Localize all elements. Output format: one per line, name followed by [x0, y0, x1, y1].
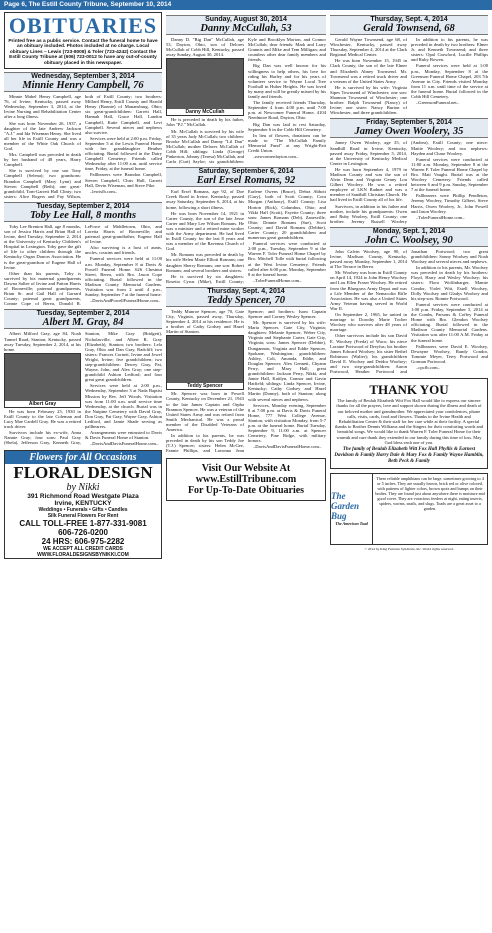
obituary-text — [4, 224, 162, 307]
obituary-paragraph: –TolerFuneralHome.com– — [416, 214, 465, 220]
obituary-paragraph: Jamey Owen Woolery, age 35, of Sandhill Road in Irvine, Kentucky, passed away Friday, September 5, 2014, at the University of Kentucky Medical Center in Lexington. — [330, 140, 407, 166]
obituary-date: Wednesday, September 3, 2014 — [31, 73, 135, 81]
obituary-paragraph: He was born November 14, 1921 in Carter County, the son of the late Jesse Carter and Mary Lee Wilson Romans. He was a minister and a retired mine worker with the Army department. He had lived in Estill County for the last 8 years and was a member of the Ravenna Church of God. — [166, 210, 244, 252]
obituary-date: Monday, Sept. 1, 2014 — [372, 227, 446, 235]
obituary-date: Thursday, Sept. 4, 2014 — [207, 287, 285, 295]
obituary-paragraph: Mr. McCullah is survived by his wife of 35 years Judy McCullah; two children: Brooke McCullah and Danny "Lil Dan" McCullah; mother Delores McCullah of Cobb Hill; siblings: Linda (George) Pinkerton, Johnny (Teresa) McCullah, and Carla (Curt) Saylor; six grandchildren: Kyle and Brooklyn Morton, and Connor McCullah; dear friends: Mark and Larry Grannis and Mike and Tem Milligan; and countless other dear family members and friends. — [166, 37, 326, 165]
obituary-paragraph: Funeral services were held at 1:00 p.m., Monday, September 8 at the Greenson Funeral Home Chapel, 203 7th Avenue in City. Friends visited Monday from 11 a.m. until time of the service at the funeral home. Burial followed in the Cobb Hill Cemetery. — [411, 63, 488, 100]
obituary-paragraph: Mr. Woolsey was born in Estill County on April 14, 1924 to John Henry Woolsey and Lou Ellen Fraser Woolsey. He retired from the Bluegrass Army Depot and was a Life Member of the Nemacolin Rifle Association. He was also a United States Army Veteran having served in World War II. — [330, 270, 407, 311]
obituary-paragraph: He was born February 25, 1930 in Estill County to the late Coleman and Lucy Mae Cardell Gray. He was a retired truck driver. — [4, 408, 81, 430]
obituary-name: Teddy Spencer, 70 — [206, 294, 286, 306]
obituary-paragraph: Pallbearers were Phillip Pendleton, Jeremy Woolery, Timothy Gilbert, Steve Harris, Owen Woolery, Jr., John Powell and Jason Woolery. — [411, 193, 488, 214]
obituary-name: Toby Lee Hall, 8 months — [29, 209, 137, 221]
florist-tagline: Flowers for All Occasions — [5, 451, 161, 464]
obituary-paragraph: Big Dan was well known for his willingness to help others, his love for riding his Harley and for his years of volunteer service to Wayne Local Tree Football in Huber Heights. He was loved by many and will be greatly missed by his family and friends. — [248, 63, 326, 100]
obituary-paragraph: In addition to his parents, he was preceded in death by his son Teddy Joe (T.J.) Spencer; sisters: Helen McGee, Fannie Phillips, and Lavonna Jean Spencer; and brothers: Isom Captain Spencer and Corney Wesley Spencer. — [166, 308, 326, 454]
obituary-date: Sunday, August 30, 2014 — [205, 16, 287, 23]
page-header: Page 6, The Estill County Tribune, September 10, 2014 — [0, 0, 492, 10]
obituary-header — [330, 15, 488, 35]
obituary-date: Saturday, September 6, 2014 — [198, 168, 294, 176]
florist-cards: WE ACCEPT ALL CREDIT CARDS — [43, 546, 123, 553]
visit-line-3: For Up-To-Date Obituaries — [187, 484, 305, 496]
obituary-entry — [4, 202, 162, 307]
obituary-paragraph: Big Dan was laid to rest Saturday, September 6 in the Cobb Hill Cemetery. — [248, 121, 326, 132]
obituary-entry — [166, 167, 326, 284]
obituary-text — [4, 94, 162, 199]
obituary-paragraph: Funeral services were conducted at 1:00 p.m. Friday, September 5, 2014 at the Combs, Parsons & Coffey Funeral Home with Bro. Glendon Woolsey officiating. Burial followed in the Madison County Memorial Gardens. Visitation was after 11:00 A.M. Friday at the funeral home. — [411, 301, 488, 343]
florist-website[interactable]: WWW.FLORALDESIGNSBYNIKKI.COM — [37, 552, 129, 559]
obituary-text — [330, 37, 488, 115]
florist-phone: 606-726-0200 — [58, 528, 108, 538]
obituary-paragraph: He was born September 4, 1979 in Madison County and was the son of Alvin Dean and Virginia Genny Lou Gilbert Woolery. He was a retired employee of LKN Radnet and was a member of Sandhill Christian Church. He had lived in Estill County all of his life. — [330, 166, 407, 203]
obituary-header — [4, 72, 162, 92]
florist-tollfree: CALL TOLL-FREE 1-877-331-9081 — [19, 519, 147, 529]
photo-caption: Danny McCullah — [167, 109, 243, 115]
obituary-paragraph: Albert Milford Gray, age 84, Noah Tunnel Road, Stanton, Kentucky, passed away Tuesday, September 2, 2014, at his home. — [4, 331, 81, 352]
thank-you-signature: The family of Beulah Elizabeth Witt Fox Hall Phyllis & Earnest Davidson & Family Harry Dale & Mary Fox & Family Wayne Hamblin, Beth Peck & Family — [334, 446, 484, 464]
obituary-paragraph: Services, Monday evening, September 8 at 7:00 p.m. at Davis & Davis Funeral Home, 777 West College Avenue, Stanton, with visitation Monday, from 5-7 p.m. at the funeral home. Burial Tuesday, September 9, 11:00 a.m. at Spencer Cemetery, Pine Ridge, with military honors. — [248, 402, 326, 444]
obituary-name: Albert M. Gray, 84 — [42, 317, 124, 329]
obituary-text — [330, 140, 488, 224]
obituary-paragraph: In lieu of flowers, donations can be made to: "The McCullah Family Memorial Fund" at any Wright-Patt Credit Union. — [248, 132, 326, 153]
obituary-date: Thursday, Sept. 4, 2014 — [370, 16, 448, 23]
obituary-paragraph: Other survivors include his son David E. Woolsey (Freda) of Waco; his niece Loraine Portwood of Dreyfus; his brother James Edward Woolsey; his sister Bethel Robinson (Walter); his grandchildren David E. Woolsey and Deidra Woolsey; and two step-grandchildren: Aaron Portwood, Heather Portwood and Jonathan Portwood; two great grandchildren: Sonny Woolsey and Noah Woolsey and several nieces and nephews. — [330, 248, 488, 375]
obituary-paragraph: Other than his parents, Toby is survived by his maternal grandparents Dawna Sallee of Irvine and Patton Harris of Booneville; paternal grandparents, Brian Sr. and Gail Hall of Garrard County; paternal great grandparents, Connie Cope of Berea, Donald R. LeForce of Middletown, Ohio, and Loretta Harris of Booneville; and paternal great-grandfather, Eugene Hall of Irvine. — [4, 223, 162, 307]
thank-you-notice — [330, 378, 488, 469]
obituary-name: Jamey Owen Woolery, 35 — [354, 126, 464, 138]
garden-bug-subject: The American Toad — [335, 521, 368, 527]
florist-name: FLORAL DESIGN — [13, 463, 153, 483]
obituary-entry — [330, 118, 488, 224]
obituary-header — [166, 287, 326, 307]
obituary-paragraph: –newcomerdayton.com– — [253, 154, 299, 160]
obituary-paragraph: She was born November 26, 1937, a daughter of the late Andrew Jackson "A.J." and Ida Wiseman Henry. She lived all her life in Estill County and was a member of the White Oak Church of God. — [4, 120, 81, 151]
obituary-paragraph: –TolerFuneralHome.com– — [253, 277, 302, 283]
obituary-text — [166, 309, 326, 454]
obituary-entry — [330, 227, 488, 374]
website-promo[interactable] — [166, 458, 326, 501]
obituary-entry — [4, 309, 162, 446]
obituary-paragraph: John Calvin Woolsey, age 90, of Irvine, Madison County, Kentucky, passed away Monday, September 1, 2014 at The Terrace in Berea. — [330, 248, 407, 270]
obituary-paragraph: Mr. Spencer is survived by his wife: Maria Spencer, Gate City, Virginia; daughters: Melanie Spencer, Weber City, Virginia and Stephanie Carter, Gate City, Virginia; sons: James Spencer (Debbie), Dungannon, Virginia and Eddie Spencer, Spokane, Washington; grandchildren: Ashley, Colt, Amanda, Eddie, and Douglas Spencer; Alex Gennett, Chyann Perry, and Mary Hall; great grandchildren: Jackson Perry, Nikki, and Jamie Hall, Kaitlyn, Connor and Gavin Hatfield; siblings: Linda Spencer, Irvine, Kentucky; Cathy Godsey and Hazel Martin (Donny), both of Stanton; along with several nieces and nephews. — [248, 320, 326, 402]
visit-line-1: Visit Our Website At — [201, 462, 291, 474]
obituary-date: Friday, September 5, 2014 — [366, 119, 452, 127]
obituary-paragraph: Minnie Mabel Henry Campbell, age 76, of Irvine, Kentucky, passed away Wednesday, September 3, 2014, at the Irvine Nursing and Rehabilitation Center after a long illness. — [4, 94, 81, 120]
obituary-paragraph: In addition to his parents, he was preceded in death by two brothers: Elmer Jr. and Kenneth Townsend; and three sisters: Opal Crawford, Lucille Phillips and Ruby Bowen. — [411, 37, 488, 63]
obituary-name: Earl Ersel Romans, 92 — [196, 175, 296, 187]
florist-rent: Silk Funeral Flowers For Rent — [47, 513, 119, 520]
obituary-text — [166, 189, 326, 284]
obituary-paragraph: Toby Lee Brenton Hall, age 8 months, son of Jessica Harris and Brian Hall of Irvine, died Tuesday, September 2, 2014 at the University of Kentucky Children's Hospital in Lexington. Toby gave the gift of life to other children through the Kentucky Organ Donors Association. He is the great-grandson of Eugene Hall of Irvine. — [4, 223, 81, 270]
obituary-text — [166, 37, 326, 164]
obituary-text — [4, 331, 162, 446]
obituary-text — [330, 249, 488, 374]
thank-you-title: THANK YOU — [369, 382, 449, 398]
obituary-paragraph: Arrangements were entrusted to Davis & Davis Funeral Home of Stanton. — [85, 430, 162, 441]
obituary-paragraph: Danny D. "Big Dan" McCullah, age 53, Dayton, Ohio, son of Delores McCullah of Cobb Hill, Kentucky, passed away Sunday, August 30, 2014. — [166, 37, 244, 58]
obituary-entry — [4, 72, 162, 199]
column-middle — [166, 12, 326, 501]
obituary-photo — [166, 58, 244, 116]
obituary-paragraph: –DavisAndDavisFuneralHome.com– — [90, 441, 159, 447]
column-right — [330, 12, 488, 551]
obituary-name: John C. Woolsey, 90 — [365, 234, 453, 246]
florist-city: Irvine, KENTUCKY — [54, 500, 112, 508]
obituary-paragraph: Funeral services were held at 11:00 a.m. Monday, September 8 at Davis & Powell Funeral Home. 626 Chestnut Street, Berea, with Bro. Jason Cope officiating. Burial followed in the Madison County Memorial Gardens. Visitation was from 2 until 4 p.m., Sunday, September 7 at the funeral home. — [85, 256, 162, 298]
garden-bug-feature — [330, 473, 488, 545]
florist-hours: 24 HRS: 606-975-2282 — [41, 537, 125, 547]
florist-by: by Nikki — [66, 482, 100, 494]
obituary-paragraph: Also surviving is a host of aunts, uncles, cousins and friends. — [85, 245, 162, 256]
obituary-paragraph: Gerald Wayne Townsend, age 68, of Winchester, Kentucky, passed away Thursday, September 4, 2014 at the Clark Regional Medical Center. — [330, 37, 407, 58]
obituary-entry — [166, 287, 326, 454]
obituary-paragraph: She is survived by one son Tony Campbell (Selena); two grandsons: Brandon Campbell (Mary Lynn) and Steven Campbell (Beth); one great-grandchild, Tom-Garrett Hall Clinty; two sisters: Alice Rogers and Fay Wilson, both of Estill County; two brothers: Millard Henry, Estill County and Harold Henry (Bonnie) of Manansburg, Ohio; six great-grandchildren: Garrett Hall, Hannah Hall, Grace Hall, Landon Campbell, Katie Campbell, and Levi Campbell. Several nieces and nephews also survive. — [4, 94, 162, 199]
obituary-paragraph: He is survived by his wife: Virginia Sipes Townsend of Winchester; one son: Shannon Townsend of Winchester; one brother: Ralph Townsend (Nancy) of Irvine; one sister: Nancy Burton of Winchester, and three grandchildren. — [330, 84, 407, 116]
obituary-date: Tuesday, September 2, 2014 — [36, 310, 130, 318]
obituary-paragraph: Survivors include his ex-wife, Anna Nannie Gray; four sons: Paul Gray (Shela), Jefferson Gray, Kenneth Gray, Stanton, Mike Gray (Bridgett), Nicholasville, and Albert R. Gray (Elizabeth), Stanton; two brothers: Lela Gray, Ohio and Dan Gray, Radcliff; two sisters: Frances Cornett, Irvine and Jewel Wright, Irvine; five grandchildren; two step-grandchildren: Dewey Gray, Pat, Wayne, John, and Alex Gray; one step-grandchild Ashton Ledford; and four great great grandchildren. — [4, 331, 162, 446]
photo-caption: Teddy Spencer — [167, 383, 243, 389]
florist-address: 391 Richmond Road Westgate Plaza — [27, 493, 139, 501]
obituary-paragraph: In addition to his parents, Mr. Woolsey was preceded in death by his brothers: Floyd, Harry and Wesley Woolsey; his sisters: Flora Wolfinbarger, Mamie Condor, Violet Witt, Estell Woolsey, Dolly Woolsey and Gladys Woolsey and his step-son: Ronnie Portwood. — [411, 265, 488, 301]
obituary-paragraph: Earl Ersel Romans, age 92, of Doe Creek Road in Irvine, Kentucky, passed away Saturday, September 6, 2014, at his home, following a short illness. — [166, 189, 244, 210]
obituary-paragraph: Survivors, in addition to his father and mother, include his grandparents: Owen and Ruby Woolery, Estill County; one brother: Jeremy Russell Woolery (Andrea), Estill County; one niece: Mattie Woolery; and two nephews: Hayden and Chase Woolery. — [330, 140, 488, 224]
obituary-paragraph: He is preceded in death by his father, John "P.J." McCullah. — [166, 117, 244, 128]
obituary-paragraph: –lewisfh.com– — [90, 188, 118, 194]
obituary-paragraph: Mrs. Campbell was preceded in death by her husband of 48 years, Harry Campbell. — [4, 152, 81, 168]
obituaries-title: OBITUARIES — [8, 13, 158, 38]
florist-services: Weddings • Funerals • Gifts • Candles — [38, 507, 128, 514]
obituary-photo — [166, 335, 244, 390]
obituary-name: Danny McCullah, 53 — [200, 23, 292, 34]
obituary-header — [166, 15, 326, 35]
obituary-header — [4, 309, 162, 329]
visit-line-2[interactable]: www.EstillTribune.com — [195, 473, 297, 485]
obituary-header — [166, 167, 326, 187]
obituary-paragraph: –GreensonFuneral.net– — [416, 100, 459, 106]
obituary-name: Minnie Henry Campbell, 76 — [22, 80, 144, 92]
obituaries-banner — [4, 12, 162, 69]
obituary-paragraph: Services were held at 2:00 p.m., Wednesday, September 3 at Nada Baptist Mission by Rev. Jeff Woods. Visitation was from 11:00 a.m. until service time Wednesday, at the church. Burial was in the Nutpine Cemetery with David Gray, Don Gray, Pat Gray, Wayne Gray, Ashton Ledford, and Jamie Shade serving as pallbearers. — [85, 383, 162, 430]
obituary-paragraph: On September 2, 1965, he united in marriage to Dorothy Marie Tocher Woolsey who survives after 48 years of marriage. — [330, 312, 407, 333]
obituary-paragraph: –cpcfh.com– — [416, 364, 440, 370]
photo-caption: Albert Gray — [5, 401, 80, 407]
obituary-paragraph: He was born November 15, 1945 in Clark County, the son of the late Elmer and Elizabeth Abney Townsend. Mr. Townsend was a retired truck driver and a veteran of the United States Army. — [330, 58, 407, 84]
obituaries-notice: Printed free as a public service. Contact the funeral home to have an obituary included. Photos included at no charge. Local obituary Lines – Lewis (723-8008) & Toler (723-4242) Contact the Estill County Tribune at (606) 723-0012 to have any out-of-county obituary placed in this newspaper. — [8, 39, 158, 66]
obituary-header — [330, 227, 488, 247]
obituary-paragraph: Pallbearers were Brandon Campbell, Steven Campbell, Chris Hall, Garrett Hall, Devin Wiseman, and Steve Pike. — [85, 172, 162, 188]
thank-you-body: The family of Beulah Elizabeth Witt Fox Hall would like to express our sincere thanks for all the prayers, love and support shown during the illness and death of our beloved mother and grandmother. We appreciated your condolences, phone calls, visits, cards, food and flowers. Thanks to the Irvine Health and Rehabilitation Center & their staff for her care while at their facility. A special thanks to Brother Dennis Williams and the Singers for their comforting words and beautiful songs. We would like to thank Warren F. Toler Funeral Home for their warmth and care thank they extended to our family during this time of loss. May God bless each one of you. — [335, 398, 483, 445]
obituary-header — [330, 118, 488, 138]
obituary-paragraph: He is survived by six daughters: Rosetta Cyrus (Mike), Estill County; Earlene Owens (Bruce), Debra Abbott (Gary), both of Scott County; Cora Morgan (Anthony), Estill County; Lisa Horton (Rick), Columbus, Ohio; and Vikki Hall (Scott), Fayette County; three sons: James Romans (Deb), Zanesville, Ohio; Donnie Romans (Sue), Scott County; and David Romans (Debbie), Carter County; 20 grandchildren and numerous great grandchildren. — [166, 189, 326, 284]
obituary-paragraph: Pallbearers were David E. Woolsey, Dewayne Woolsey, Randy Condor, Tommie Meyer, Terry Portwood and Gorman Portwood. — [411, 343, 488, 364]
obituary-entry — [166, 15, 326, 164]
obituary-paragraph: The family received friends Thursday, September 4 from 4:00 p.m. until 7:00 p.m. at Newcomer Funeral Home, 4104 Needmore Road, Dayton, Ohio. — [248, 100, 326, 121]
obituary-header — [4, 202, 162, 222]
obituary-photo — [4, 353, 81, 408]
column-left — [4, 12, 162, 559]
obituary-paragraph: –DavisAndDavisFuneralHome.com– — [253, 444, 322, 450]
obituary-paragraph: Mr. Spencer was born in Powell County, Kentucky on December 21, 1943 to the late James Captain and Orpha Brannon Spencer. He was a veteran of the United States Army and was retired from Smith Mechanical. He was a proud member of the Disabled Veterans of America. — [166, 391, 244, 433]
garden-bug-logo — [331, 474, 373, 544]
obituary-paragraph: Funeral services were conducted at 2:00 p.m., Tuesday, September 9 at the Warren F. Toler Funeral Home Chapel by Bro. Mitchell Tolle with burial following at the West Irvine Cemetery. Friends called after 6:00 p.m. Monday, September 8 at the funeral home. — [248, 241, 326, 277]
obituary-paragraph: Services were held at 2:00 p.m. Friday, September 5 at the Lewis Funeral Home with her granddaughter Heather officiating. Burial followed in the Dairy Campbell Cemetery. Friends called Wednesday after 11:00 a.m. until service time, Friday, at the funeral home. — [85, 135, 162, 172]
obituary-paragraph: –DavisAndPowellFuneralHome.com– — [90, 298, 161, 304]
obituary-entry — [330, 15, 488, 115]
obituary-name: Gerald Townsend, 68 — [363, 23, 455, 34]
obituary-paragraph: Mr. Romans was preceded in death by his wife Helen Marie Elliott Romans; one daughter Sherry Romans; one son: Robert Romans; and several brothers and sisters. — [166, 252, 244, 273]
garden-bug-text: These reliable amphibians can be large, sometimes growing to 4 or 5 inches. They are usually brown, brick red or olive colored, with patterns of lighter colors, brown spots and bumps on their bodies. They are found just about anywhere there is moisture and good cover. They are voracious feeders at night, eating insects, spiders, worms, snails, and slugs. Toads are a great asset to a garden. — [375, 475, 485, 511]
florist-ad — [4, 450, 162, 559]
copyright-footer: © 2014 by King Features Syndicate, Inc. World rights reserved. — [364, 546, 454, 551]
obituary-paragraph: Teddy Munroe Spencer, age 70, Gate City, Virginia, passed away, Thursday, September 4, 2014 at his residence. He is a brother of Cathy Godsey and Hazel Martin of Stanton. — [166, 308, 244, 335]
obituary-date: Tuesday, September 2, 2014 — [36, 202, 130, 210]
obituary-paragraph: Funeral services were conducted at 11:00 a.m. Monday, September 8 at the Warren F. Toler Funeral Home Chapel by Bro. Matt Vaught. Burial was at the Woolery Cemetery. Friends called between 6 and 9 p.m. Sunday, September 7 at the funeral home. — [411, 156, 488, 193]
garden-bug-logo-text: The Garden Bug — [331, 491, 360, 522]
